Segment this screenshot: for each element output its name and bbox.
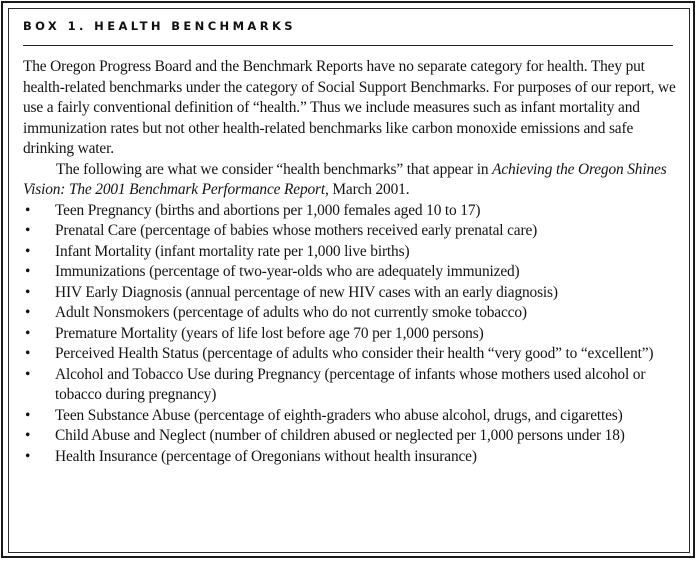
list-item-text: Perceived Health Status (percentage of adults who consider their health “very good” to “excellent”) (55, 345, 654, 362)
list-item (23, 365, 683, 406)
list-item-text: Prenatal Care (percentage of babies whose mothers received early prenatal care) (55, 222, 538, 239)
lead-in-end: , March 2001. (325, 181, 410, 198)
bullet-icon: • (25, 365, 31, 383)
bullet-icon: • (25, 447, 31, 465)
title-divider (23, 45, 673, 46)
bullet-icon: • (25, 283, 31, 301)
list-item-text: Teen Pregnancy (births and abortions per 1,000 females aged 10 to 17) (55, 201, 481, 219)
benchmark-list (23, 201, 683, 468)
bullet-icon: • (25, 324, 31, 342)
report-title: Achieving the Oregon Shines Vision: The 2001 Benchmark Performance Report (23, 160, 667, 198)
list-item-text: HIV Early Diagnosis (annual percentage of new HIV cases with an early diagnosis) (55, 283, 558, 301)
bullet-icon: • (25, 263, 31, 280)
lead-in-paragraph (23, 160, 683, 201)
bullet-icon: • (25, 242, 31, 260)
list-item-text: Alcohol and Tobacco Use during Pregnancy (percentage of infants whose mothers used alcohol or tobacco during pregnancy) (55, 365, 646, 403)
lead-in-start: The following are what we consider “health benchmarks” that appear in (56, 160, 493, 178)
list-item-text: Child Abuse and Neglect (number of children abused or neglected per 1,000 persons under 18) (55, 427, 625, 444)
list-item (23, 447, 683, 468)
box-body (23, 57, 683, 467)
list-item (23, 262, 683, 283)
box-title: BOX 1. HEALTH BENCHMARKS (23, 19, 296, 33)
list-item-text: Health Insurance (percentage of Oregonians without health insurance) (55, 447, 477, 465)
bullet-icon: • (25, 222, 31, 239)
bullet-icon: • (25, 304, 31, 321)
list-item (23, 221, 683, 242)
list-item (23, 426, 683, 447)
list-item-text: Infant Mortality (infant mortality rate per 1,000 live births) (55, 242, 410, 260)
list-item-text: Immunizations (percentage of two-year-olds who are adequately immunized) (55, 263, 520, 280)
list-item-text: Premature Mortality (years of life lost before age 70 per 1,000 persons) (55, 324, 484, 342)
list-item (23, 324, 683, 345)
list-item-text: Teen Substance Abuse (percentage of eighth-graders who abuse alcohol, drugs, and cigarettes) (55, 406, 623, 424)
list-item (23, 406, 683, 427)
bullet-icon: • (25, 427, 31, 444)
list-item (23, 242, 683, 263)
list-item (23, 303, 683, 324)
list-item (23, 283, 683, 304)
bullet-icon: • (25, 201, 31, 219)
intro-paragraph: The Oregon Progress Board and the Benchmark Reports have no separate category for health. They put health-related benchmarks under the category of Social Support Benchmarks. For purposes of our report, we use a fairly conventional definition of “health.” Thus we include measures such as infant mortality and immunization rates but not other health-related benchmarks like carbon monoxide emissions and safe drinking water. (23, 58, 676, 157)
list-item (23, 201, 683, 222)
list-item-text: Adult Nonsmokers (percentage of adults who do not currently smoke tobacco) (55, 304, 527, 321)
bullet-icon: • (25, 345, 31, 362)
bullet-icon: • (25, 406, 31, 424)
list-item (23, 344, 683, 365)
